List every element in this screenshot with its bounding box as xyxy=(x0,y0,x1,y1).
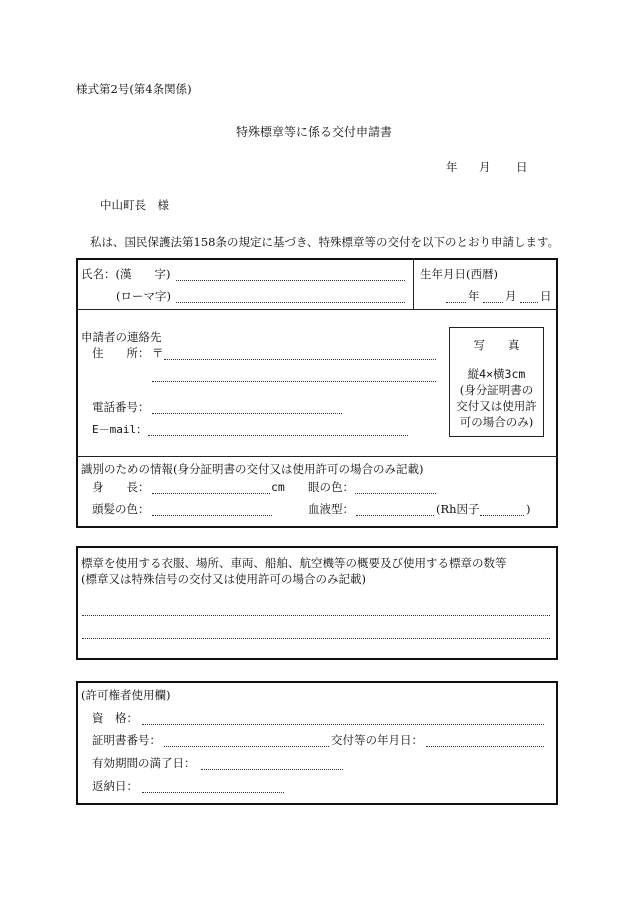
photo-note: (身分証明書の xyxy=(459,383,534,397)
hair-color-label: 頭髪の色： xyxy=(92,502,150,516)
height-field[interactable] xyxy=(152,493,270,494)
usage-field-1[interactable] xyxy=(82,615,550,616)
issue-date-label: 交付等の年月日： xyxy=(331,733,423,747)
name-roman-field[interactable] xyxy=(176,302,405,303)
height-unit: cm xyxy=(271,480,285,494)
email-label: E－mail： xyxy=(92,423,148,436)
address-label: 住 所： xyxy=(92,346,150,360)
address-field-2[interactable] xyxy=(152,381,436,382)
date-month-label: 月 xyxy=(479,160,491,174)
statement: 私は、国民保護法第158条の規定に基づき、特殊標章等の交付を以下のとおり申請します。 xyxy=(90,235,560,249)
divider xyxy=(76,309,558,310)
eye-color-field[interactable] xyxy=(355,493,436,494)
divider xyxy=(413,258,414,310)
eye-color-label: 眼の色： xyxy=(308,480,354,494)
phone-label: 電話番号： xyxy=(92,400,150,414)
birth-day-label: 日 xyxy=(540,289,552,303)
photo-title: 写 真 xyxy=(473,338,520,352)
usage-heading: 標章を使用する衣服、場所、車両、船舶、航空機等の概要及び使用する標章の数等 xyxy=(81,556,507,570)
date-year-label: 年 xyxy=(446,160,458,174)
birth-year-field[interactable] xyxy=(446,302,466,303)
birth-year-label: 年 xyxy=(468,289,480,303)
phone-field[interactable] xyxy=(152,413,342,414)
birth-month-field[interactable] xyxy=(483,302,503,303)
return-date-field[interactable] xyxy=(142,792,284,793)
qualification-field[interactable] xyxy=(142,724,544,725)
photo-size: 縦4×横3cm xyxy=(467,367,526,381)
qualification-label: 資 格： xyxy=(92,711,138,725)
blood-type-field[interactable] xyxy=(356,515,434,516)
contact-heading: 申請者の連絡先 xyxy=(81,330,162,344)
addressee: 中山町長 様 xyxy=(100,198,169,212)
date-day-label: 日 xyxy=(516,160,528,174)
birth-day-field[interactable] xyxy=(520,302,538,303)
cert-number-label: 証明書番号： xyxy=(92,733,161,747)
form-number: 様式第2号(第4条関係) xyxy=(76,82,192,96)
divider xyxy=(76,456,558,457)
height-label: 身 長： xyxy=(92,480,150,494)
expiry-field[interactable] xyxy=(201,769,343,770)
usage-subheading: (標章又は特殊信号の交付又は使用許可の場合のみ記載) xyxy=(81,572,366,586)
issue-date-field[interactable] xyxy=(426,746,544,747)
blood-type-label: 血液型： xyxy=(308,502,354,516)
photo-note: 交付又は使用許 xyxy=(456,399,537,413)
form-title: 特殊標章等に係る交付申請書 xyxy=(236,125,393,139)
birth-month-label: 月 xyxy=(505,289,517,303)
usage-field-2[interactable] xyxy=(82,638,550,639)
name-roman-label: (ローマ字) xyxy=(116,289,171,303)
photo-note: 可の場合のみ) xyxy=(459,415,534,429)
name-kanji-label: 氏名：(漢 字) xyxy=(81,267,171,281)
rh-factor-close: ) xyxy=(526,502,531,516)
cert-number-field[interactable] xyxy=(164,746,329,747)
expiry-label: 有効期間の満了日： xyxy=(92,756,196,770)
ident-heading: 識別のための情報(身分証明書の交付又は使用許可の場合のみ記載) xyxy=(81,462,424,476)
hair-color-field[interactable] xyxy=(152,515,272,516)
return-date-label: 返納日： xyxy=(92,779,138,793)
postal-mark: 〒 xyxy=(152,346,164,360)
email-field[interactable] xyxy=(148,435,408,436)
rh-factor-label: (Rh因子 xyxy=(436,502,480,516)
birthdate-label: 生年月日(西暦) xyxy=(420,267,498,281)
address-field[interactable] xyxy=(164,359,436,360)
rh-factor-field[interactable] xyxy=(480,515,524,516)
name-kanji-field[interactable] xyxy=(176,280,405,281)
authority-heading: (許可権者使用欄) xyxy=(81,688,171,702)
